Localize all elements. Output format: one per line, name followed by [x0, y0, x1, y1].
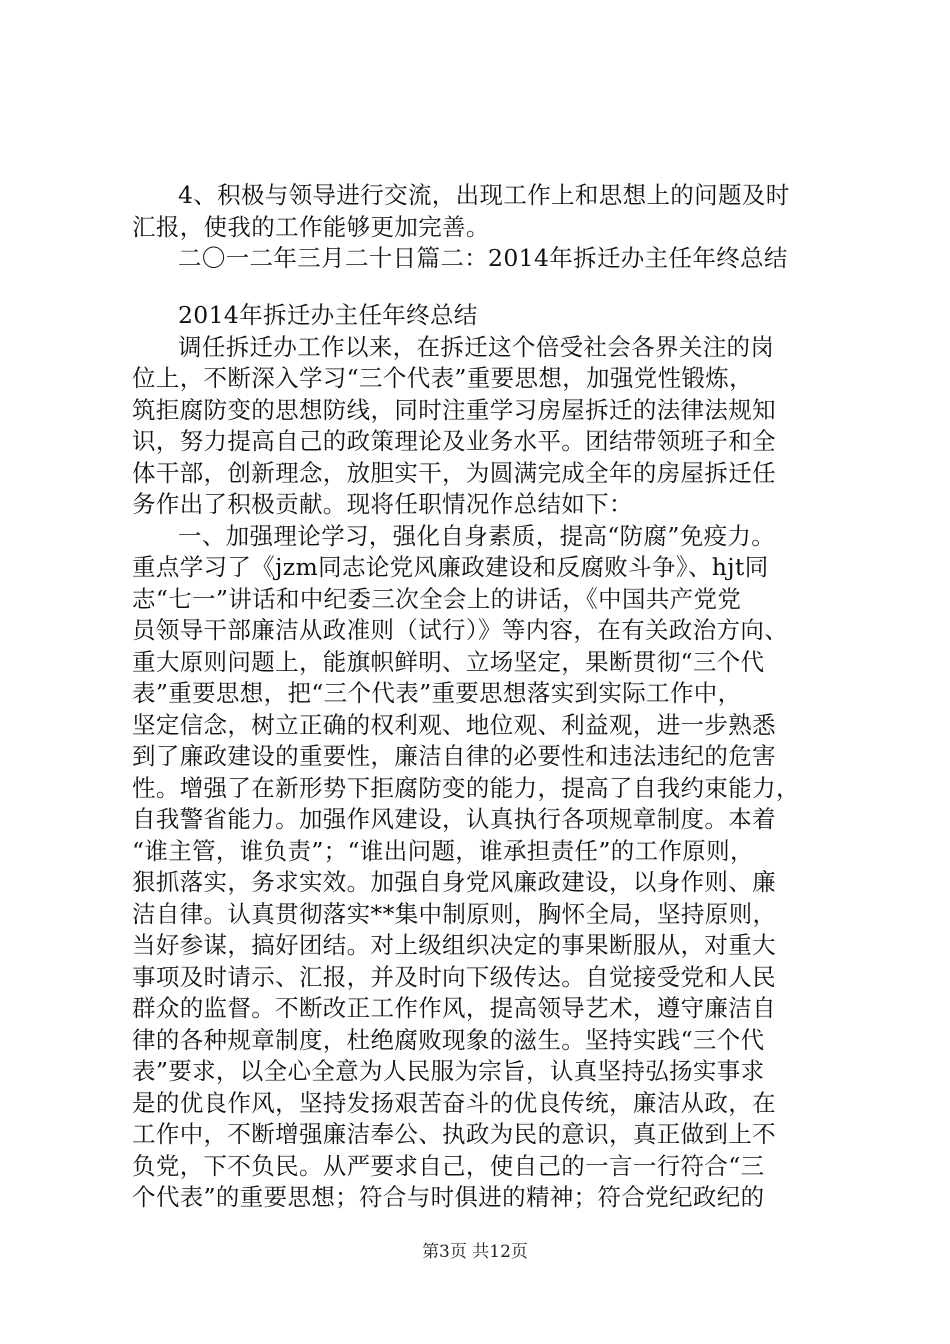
paragraph-line: 当好参谋，搞好团结。对上级组织决定的事果断服从，对重大 [132, 931, 776, 959]
paragraph-line: 负党，下不负民。从严要求自己，使自己的一言一行符合“三 [132, 1152, 765, 1180]
section-title: 2014年拆迁办主任年终总结 [178, 301, 478, 329]
paragraph-line: 汇报，使我的工作能够更加完善。 [132, 213, 490, 241]
paragraph-line: 表”重要思想，把“三个代表”重要思想落实到实际工作中， [132, 679, 742, 707]
paragraph-line: 坚定信念，树立正确的权利观、地位观、利益观，进一步熟悉 [132, 711, 776, 739]
paragraph-line: 重大原则问题上，能旗帜鲜明、立场坚定，果断贯彻“三个代 [132, 648, 765, 676]
paragraph-line: 自我警省能力。加强作风建设，认真执行各项规章制度。本着 [132, 805, 776, 833]
paragraph-line: 识，努力提高自己的政策理论及业务水平。团结带领班子和全 [132, 427, 776, 455]
paragraph-line: 重点学习了《jzm同志论党风廉政建设和反腐败斗争》、hjt同 [132, 553, 769, 581]
page-number-footer: 第3页 共12页 [422, 1242, 528, 1262]
paragraph-line: 性。增强了在新形势下拒腐防变的能力，提高了自我约束能力， [132, 774, 800, 802]
paragraph-line: 员领导干部廉洁从政准则（试行）》等内容，在有关政治方向、 [132, 616, 789, 644]
paragraph-line: “谁主管，谁负责”；“谁出问题，谁承担责任”的工作原则， [132, 837, 754, 865]
paragraph-line: 个代表”的重要思想；符合与时俱进的精神；符合党纪政纪的 [132, 1183, 765, 1211]
paragraph-line: 一、加强理论学习，强化自身素质，提高“防腐”免疫力。 [178, 522, 776, 550]
paragraph-line: 筑拒腐防变的思想防线，同时注重学习房屋拆迁的法律法规知 [132, 396, 776, 424]
paragraph-line: 洁自律。认真贯彻落实**集中制原则，胸怀全局，坚持原则， [132, 900, 777, 928]
paragraph-line: 务作出了积极贡献。现将任职情况作总结如下： [132, 490, 633, 518]
paragraph-line: 律的各种规章制度，杜绝腐败现象的滋生。坚持实践“三个代 [132, 1026, 765, 1054]
paragraph-line: 调任拆迁办工作以来，在拆迁这个倍受社会各界关注的岗 [178, 333, 775, 361]
paragraph-line: 志“七一”讲话和中纪委三次全会上的讲话，《中国共产党党 [132, 585, 742, 613]
paragraph-line: 4、积极与领导进行交流，出现工作上和思想上的问题及时 [178, 181, 790, 209]
paragraph-line: 位上，不断深入学习“三个代表”重要思想，加强党性锻炼， [132, 364, 753, 392]
paragraph-line: 狠抓落实，务求实效。加强自身党风廉政建设，以身作则、廉 [132, 868, 776, 896]
paragraph-line: 事项及时请示、汇报，并及时向下级传达。自觉接受党和人民 [132, 963, 776, 991]
paragraph-line: 群众的监督。不断改正工作作风，提高领导艺术，遵守廉洁自 [132, 994, 776, 1022]
paragraph-line: 表”要求，以全心全意为人民服为宗旨，认真坚持弘扬实事求 [132, 1057, 765, 1085]
paragraph-line: 工作中，不断增强廉洁奉公、执政为民的意识，真正做到上不 [132, 1120, 776, 1148]
paragraph-line: 是的优良作风，坚持发扬艰苦奋斗的优良传统，廉洁从政，在 [132, 1089, 776, 1117]
paragraph-line: 到了廉政建设的重要性，廉洁自律的必要性和违法违纪的危害 [132, 742, 776, 770]
paragraph-line: 体干部，创新理念，放胆实干，为圆满完成全年的房屋拆迁任 [132, 459, 776, 487]
paragraph-line: 二〇一二年三月二十日篇二：2014年拆迁办主任年终总结 [178, 244, 788, 272]
